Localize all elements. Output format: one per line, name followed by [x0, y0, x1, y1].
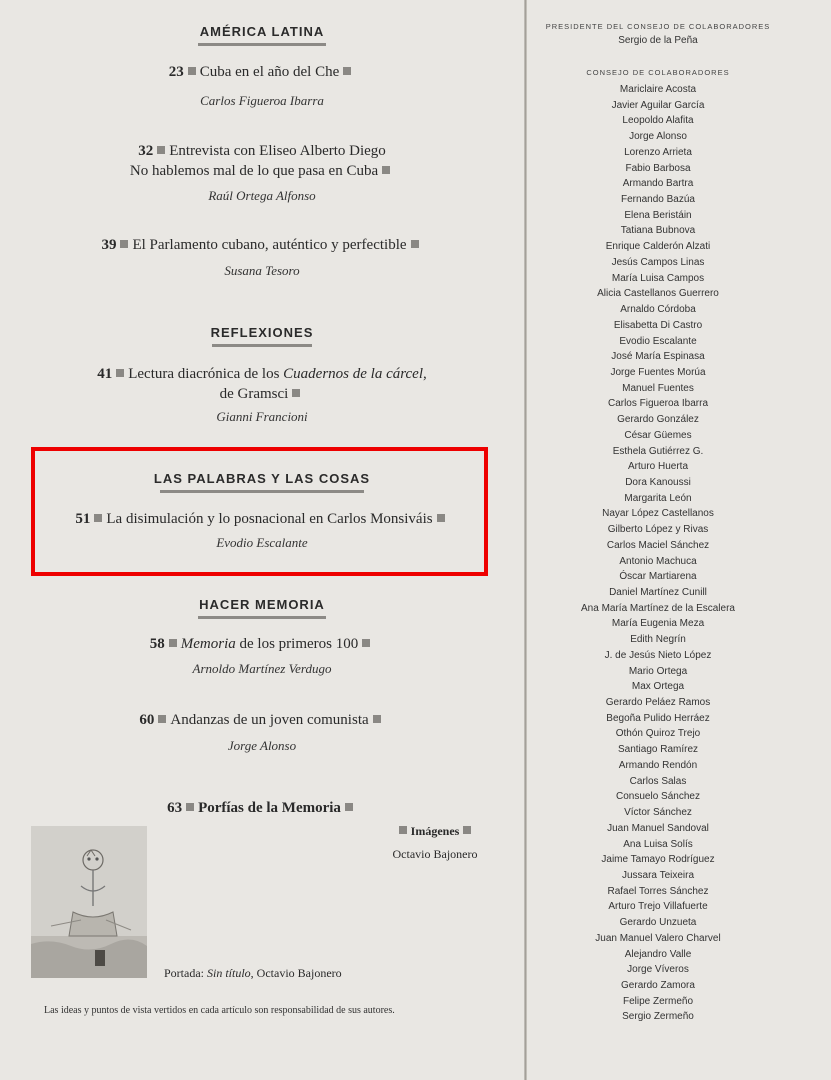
collaborator-name: César Güemes — [624, 429, 692, 441]
square-bullet-icon — [345, 803, 353, 811]
collaborator-name: Jorge Fuentes Morúa — [610, 366, 706, 378]
collaborator-name: Carlos Maciel Sánchez — [606, 539, 710, 551]
collaborator-name: J. de Jesús Nieto López — [604, 649, 712, 661]
collaborator-name: Tatiana Bubnova — [620, 225, 696, 237]
president-label: PRESIDENTE DEL CONSEJO DE COLABORADORES — [545, 22, 771, 31]
heading-rule — [212, 344, 312, 347]
square-bullet-icon — [157, 146, 165, 154]
toc-entry-23[interactable]: 23 Cuba en el año del Che — [0, 62, 524, 82]
toc-entry-41[interactable]: 41 Lectura diacrónica de los Cuadernos de la cárcel, de Gramsci — [97, 366, 427, 402]
disclaimer-text: Las ideas y puntos de vista vertidos en cada artículo son responsabilidad de sus autores. — [44, 1005, 395, 1016]
collaborator-name: Jesús Campos Linas — [611, 256, 705, 268]
collaborator-name: Fernando Bazúa — [621, 194, 695, 206]
collaborator-name: María Eugenia Meza — [611, 618, 705, 630]
council-label: CONSEJO DE COLABORADORES — [586, 68, 730, 77]
collaborator-name: Nayar López Castellanos — [602, 508, 714, 520]
collaborator-name: Rafael Torres Sánchez — [607, 885, 709, 897]
collaborator-name: Juan Manuel Valero Charvel — [595, 932, 721, 944]
square-bullet-icon — [292, 389, 300, 397]
heading-rule — [198, 43, 326, 46]
square-bullet-icon — [399, 826, 407, 834]
section-heading-palabras-y-cosas: LAS PALABRAS Y LAS COSAS — [0, 471, 524, 493]
collaborator-name: María Luisa Campos — [611, 272, 705, 284]
collaborator-name: Esthela Gutiérrez G. — [612, 445, 704, 457]
collaborator-name: Víctor Sánchez — [624, 807, 692, 819]
collaborator-name: Mario Ortega — [628, 665, 688, 677]
collaborator-name: Leopoldo Alafita — [622, 115, 694, 127]
collaborator-name: Juan Manuel Sandoval — [607, 822, 709, 834]
collaborator-name: Max Ortega — [631, 681, 685, 693]
square-bullet-icon — [343, 67, 351, 75]
collaborator-name: Begoña Pulido Herráez — [606, 712, 710, 724]
collaborator-name: Consuelo Sánchez — [616, 791, 700, 803]
collaborator-name: Jussara Teixeira — [621, 869, 695, 881]
square-bullet-icon — [169, 639, 177, 647]
collaborator-name: Daniel Martínez Cunill — [609, 587, 707, 598]
author-line: Susana Tesoro — [224, 263, 300, 278]
collaborator-name: Lorenzo Arrieta — [624, 146, 692, 158]
heading-rule — [198, 616, 326, 619]
author-line: Gianni Francioni — [216, 409, 308, 424]
square-bullet-icon — [373, 715, 381, 723]
artwork-illustration — [31, 826, 147, 978]
collaborator-name: Alicia Castellanos Guerrero — [597, 288, 719, 300]
collaborator-name: Óscar Martiarena — [619, 571, 697, 583]
collaborator-name: Mariclaire Acosta — [619, 84, 697, 95]
square-bullet-icon — [411, 240, 419, 248]
cover-artwork-image — [31, 826, 147, 978]
collaborator-name: Armando Rendón — [618, 759, 698, 771]
collaborator-name: Jorge Víveros — [627, 964, 689, 976]
toc-entry-32[interactable]: 32 Entrevista con Eliseo Alberto Diego No hablemos mal de lo que pasa en Cuba — [0, 141, 524, 181]
collaborator-name: Carlos Figueroa Ibarra — [607, 398, 709, 410]
council-sidebar — [527, 0, 831, 1080]
square-bullet-icon — [463, 826, 471, 834]
toc-entry-51[interactable]: 51 La disimulación y lo posnacional en Carlos Monsiváis — [0, 509, 524, 529]
collaborators-list — [527, 82, 789, 1025]
collaborator-name: Othón Quiroz Trejo — [615, 728, 701, 740]
collaborator-name: Alejandro Valle — [624, 948, 692, 960]
collaborator-name: Ana María Martínez de la Escalera — [581, 602, 735, 614]
collaborator-name: Felipe Zermeño — [622, 995, 694, 1007]
toc-entry-39[interactable]: 39 El Parlamento cubano, auténtico y perfectible — [0, 235, 524, 255]
collaborator-name: Gilberto López y Rivas — [607, 524, 709, 536]
collaborator-name: Carlos Salas — [629, 775, 687, 787]
toc-entry-60[interactable]: 60 Andanzas de un joven comunista — [0, 710, 524, 730]
collaborator-name: Armando Bartra — [622, 178, 694, 190]
square-bullet-icon — [120, 240, 128, 248]
collaborator-name: Gerardo Zamora — [621, 979, 695, 991]
author-line: Evodio Escalante — [216, 535, 308, 550]
collaborator-name: Ana Luisa Solís — [623, 838, 693, 850]
collaborator-name: Javier Aguilar García — [611, 99, 705, 111]
author-line: Carlos Figueroa Ibarra — [200, 93, 324, 108]
section-heading-hacer-memoria: HACER MEMORIA — [0, 597, 524, 619]
square-bullet-icon — [188, 67, 196, 75]
collaborator-name: Gerardo González — [617, 414, 699, 426]
author-line: Raúl Ortega Alfonso — [208, 188, 316, 203]
collaborator-name: Dora Kanoussi — [625, 476, 691, 488]
collaborator-name: Jorge Alonso — [629, 131, 687, 143]
collaborator-name: Arturo Huerta — [627, 461, 689, 473]
toc-entry-58[interactable]: 58 Memoria de los primeros 100 — [0, 634, 524, 654]
collaborator-name: Santiago Ramírez — [617, 744, 699, 756]
collaborator-name: Arnaldo Córdoba — [620, 304, 696, 316]
collaborator-name: Gerardo Peláez Ramos — [605, 697, 711, 709]
highlight-box — [31, 447, 488, 576]
collaborator-name: Evodio Escalante — [619, 335, 697, 347]
collaborator-name: Arturo Trejo Villafuerte — [608, 901, 708, 913]
square-bullet-icon — [362, 639, 370, 647]
collaborator-name: José María Espinasa — [611, 351, 705, 363]
section-heading-reflexiones: REFLEXIONES — [0, 325, 524, 347]
collaborator-name: Elisabetta Di Castro — [613, 319, 703, 331]
author-line: Arnoldo Martínez Verdugo — [192, 661, 332, 676]
collaborator-name: Jaime Tamayo Rodríguez — [601, 854, 715, 866]
collaborator-name: Gerardo Unzueta — [619, 917, 697, 929]
collaborator-name: Edith Negrín — [630, 634, 686, 646]
images-credit: Imágenes Octavio Bajonero — [392, 824, 478, 861]
collaborator-name: Antonio Machuca — [619, 555, 697, 567]
collaborator-name: Margarita León — [624, 492, 692, 504]
section-heading-america-latina: AMÉRICA LATINA — [0, 24, 524, 46]
square-bullet-icon — [158, 715, 166, 723]
cover-caption: Portada: Sin título, Octavio Bajonero — [164, 966, 342, 980]
author-line: Jorge Alonso — [227, 738, 297, 753]
president-name: Sergio de la Peña — [618, 35, 698, 46]
square-bullet-icon — [186, 803, 194, 811]
toc-entry-63[interactable]: 63 Porfías de la Memoria — [0, 798, 524, 818]
square-bullet-icon — [116, 369, 124, 377]
square-bullet-icon — [382, 166, 390, 174]
collaborator-name: Manuel Fuentes — [622, 382, 694, 394]
collaborator-name: Sergio Zermeño — [622, 1011, 694, 1023]
collaborator-name: Enrique Calderón Alzati — [605, 241, 711, 253]
collaborator-name: Elena Beristáin — [624, 209, 692, 221]
collaborator-name: Fabio Barbosa — [625, 162, 691, 174]
